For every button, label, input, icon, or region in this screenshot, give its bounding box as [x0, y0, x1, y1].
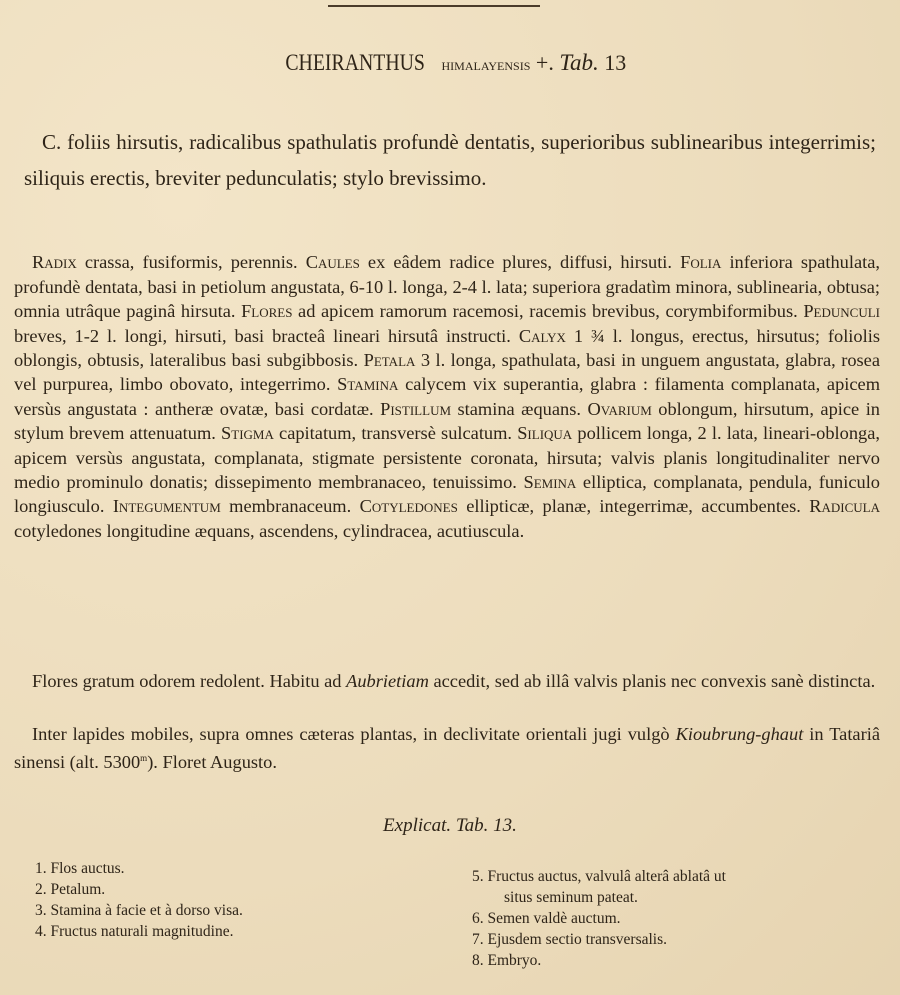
figure-item: 3. Stamina à facie et à dorso visa.: [35, 902, 243, 919]
organ-term: Semina: [523, 472, 577, 493]
organ-description: elliptica, complanata, pendula, funiculo longiusculo.: [14, 472, 880, 517]
figure-item: 1. Flos auctus.: [35, 860, 125, 877]
organ-term: Radix: [32, 252, 77, 273]
altitude-unit: m: [140, 753, 148, 764]
organ-description: oblongum, hirsutum, apice in stylum brevem attenuatum.: [14, 398, 881, 444]
description-paragraph: [14, 250, 880, 543]
figure-item: 5. Fructus auctus, valvulâ alterâ ablatâ ut: [472, 868, 726, 885]
organ-description: ellipticæ, planæ, integerrimæ, accumbentes.: [457, 496, 810, 517]
figure-item: 6. Semen valdè auctum.: [472, 910, 621, 927]
genus-name: CHEIRANTHUS: [285, 50, 425, 75]
figure-item-continuation: situs seminum pateat.: [504, 889, 638, 906]
organ-term: Stigma: [221, 423, 274, 444]
organ-description: inferiora spathulata, profundè dentata, basi in petiolum angustata, 6-10 l. longa, 2-4 l. lata; superiora gradatìm minora, sublinearia, obtusa; omnia utrâque paginâ hirsuta.: [14, 252, 880, 322]
species-name: himalayensis: [441, 55, 531, 74]
locality-altitude: in Tatariâ sinensi (alt. 5300: [14, 724, 880, 773]
organ-term: Caules: [305, 252, 360, 273]
locality-place: Kioubrung-ghaut: [675, 724, 804, 744]
organ-term: Cotyledones: [359, 496, 458, 517]
habitus-text: Flores gratum odorem redolent. Habitu ad: [32, 671, 347, 691]
organ-term: Flores: [241, 301, 293, 322]
page-title: [0, 50, 900, 76]
explanation-list-left: [35, 858, 243, 942]
organ-description: ad apicem ramorum racemosi, racemis brevibus, corymbiformibus.: [292, 301, 804, 322]
figure-item: 2. Petalum.: [35, 881, 106, 898]
organ-description: calycem vix superantia, glabra : filamenta complanata, apicem versùs angustata : antheræ ovatæ, basi cordatæ.: [14, 374, 880, 419]
figure-item: 8. Embryo.: [472, 952, 542, 969]
top-rule: [328, 5, 540, 7]
organ-description: ex eâdem radice plures, diffusi, hirsuti.: [359, 252, 681, 273]
organ-description: capitatum, transversè sulcatum.: [273, 423, 518, 444]
locality-text: Inter lapides mobiles, supra omnes cæteras plantas, in declivitate orientali jugi vulgò: [32, 724, 676, 744]
locality-end: ). Floret Augusto.: [147, 752, 277, 773]
organ-description: 3 l. longa, spathulata, basi in unguem angustata, glabra, rosea vel purpurea, limbo obovato, integerrimo.: [14, 350, 880, 395]
tab-number: 13: [604, 50, 627, 75]
title-mark: +.: [535, 50, 554, 75]
organ-term: Ovarium: [587, 398, 652, 419]
organ-description: breves, 1-2 l. longi, hirsuti, basi bracteâ lineari hirsutâ instructi.: [14, 325, 519, 346]
organ-description: pollicem longa, 2 l. lata, lineari-oblonga, apicem versùs angustata, complanata, stigmate persistente coronata, hirsuta; valvis planis longitudinaliter nervo medio prominulo donatis; dissepimento membranaceo, tenuissimo.: [14, 423, 880, 493]
organ-term: Pedunculi: [803, 301, 880, 322]
organ-term: Petala: [363, 350, 416, 371]
organ-term: Folia: [680, 252, 722, 273]
figure-item: 7. Ejusdem sectio transversalis.: [472, 931, 667, 948]
locality-paragraph: [14, 722, 880, 775]
organ-description: cotyledones longitudine æquans, ascendens, cylindracea, acutiuscula.: [14, 520, 525, 541]
organ-term: Integumentum: [112, 496, 221, 517]
organ-description: stamina æquans.: [451, 398, 588, 419]
organ-term: Pistillum: [380, 398, 452, 419]
tab-label: Tab.: [559, 50, 599, 75]
organ-term: Siliqua: [517, 423, 573, 444]
diagnosis: C. foliis hirsutis, radicalibus spathulatis profundè dentatis, superioribus sublinearibus integerrimis; siliquis erectis, breviter pedunculatis; stylo brevissimo.: [24, 130, 876, 190]
explanation-title: Explicat. Tab. 13.: [383, 815, 517, 836]
explanation-list-right: [472, 866, 726, 971]
aubrietia-genus: Aubrietiam: [346, 671, 429, 691]
organ-description: membranaceum.: [220, 496, 360, 517]
organ-description: 1 ¾ l. longus, erectus, hirsutus; foliolis oblongis, obtusis, lateralibus basi subgibbosis.: [14, 325, 880, 371]
organ-term: Calyx: [518, 325, 566, 346]
organ-term: Stamina: [337, 374, 399, 395]
habitus-paragraph: [14, 669, 880, 693]
habitus-text-end: accedit, sed ab illâ valvis planis nec convexis sanè distincta.: [428, 671, 876, 691]
organ-term: Radicula: [809, 496, 881, 517]
figure-item: 4. Fructus naturali magnitudine.: [35, 923, 234, 940]
organ-description: crassa, fusiformis, perennis.: [76, 252, 306, 273]
